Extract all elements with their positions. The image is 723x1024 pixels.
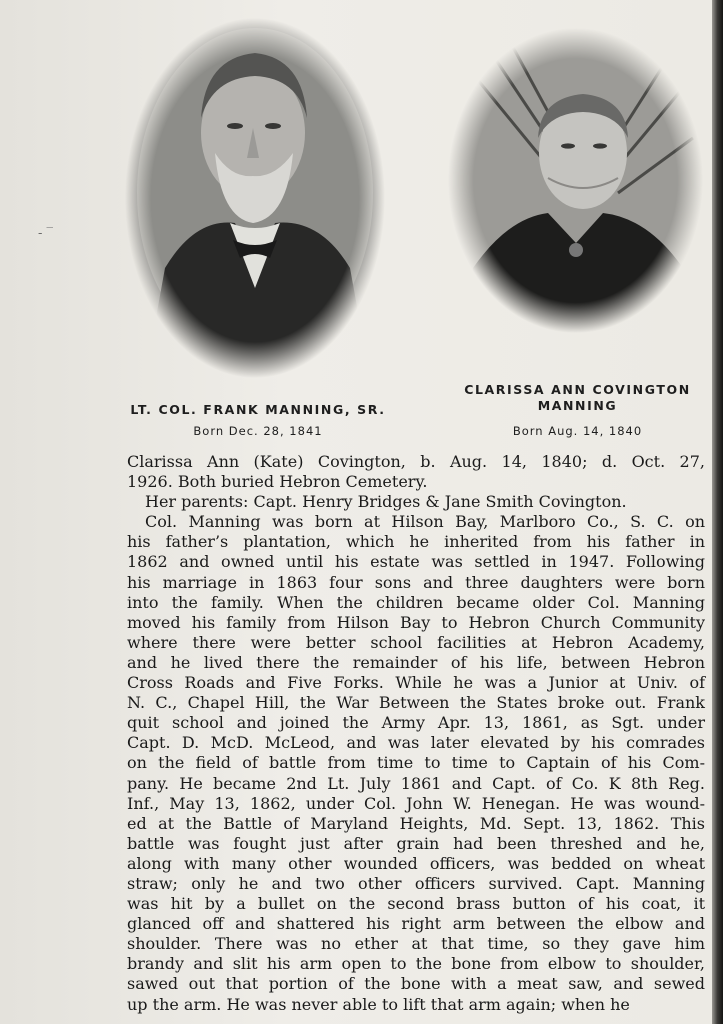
text-line: brandy and slit his arm open to the bone from elbow to shoulder, xyxy=(127,954,705,974)
text-line: where there were better school facilities at Hebron Academy, xyxy=(127,632,705,652)
text-line: 1862 and owned until his estate was settled in 1947. Following xyxy=(127,552,705,572)
text-line: his father’s plantation, which he inherited from his father in xyxy=(127,532,705,552)
text-line: Her parents: Capt. Henry Bridges & Jane Smith Covington. xyxy=(145,492,627,512)
text-line: 1926. Both buried Hebron Cemetery. xyxy=(127,472,428,492)
text-line: his marriage in 1863 four sons and three daughters were born xyxy=(127,572,705,592)
text-line: N. C., Chapel Hill, the War Between the States broke out. Frank xyxy=(127,693,705,713)
text-line: glanced off and shattered his right arm between the elbow and xyxy=(127,914,705,934)
text-line: was hit by a bullet on the second brass button of his coat, it xyxy=(127,894,705,914)
text-line: battle was fought just after grain had been threshed and he, xyxy=(127,833,705,853)
portrait-frank-manning xyxy=(125,18,385,378)
caption-clarissa-line1: CLARISSA ANN COVINGTON xyxy=(464,382,691,397)
text-line: into the family. When the children became older Col. Manning xyxy=(127,592,705,612)
portrait-clarissa-manning xyxy=(448,28,703,333)
text-line: pany. He became 2nd Lt. July 1861 and Capt. of Co. K 8th Reg. xyxy=(127,773,705,793)
text-line: along with many other wounded officers, was bedded on wheat xyxy=(127,853,705,873)
text-line: Col. Manning was born at Hilson Bay, Marlboro Co., S. C. on xyxy=(145,512,705,532)
text-line: moved his family from Hilson Bay to Hebron Church Community xyxy=(127,612,705,632)
text-line: ed at the Battle of Maryland Heights, Md. Sept. 13, 1862. This xyxy=(127,813,705,833)
text-line: sawed out that portion of the bone with a meat saw, and sewed xyxy=(127,974,705,994)
biography-text xyxy=(127,452,705,1015)
text-line: up the arm. He was never able to lift that arm again; when he xyxy=(127,994,630,1014)
text-line: Cross Roads and Five Forks. While he was a Junior at Univ. of xyxy=(127,673,705,693)
text-line: Inf., May 13, 1862, under Col. John W. Henegan. He was wound- xyxy=(127,793,705,813)
margin-mark: - ‾ xyxy=(38,226,54,241)
born-frank-manning: Born Dec. 28, 1841 xyxy=(193,424,323,438)
caption-clarissa-line2: MANNING xyxy=(537,398,618,413)
book-binding-edge xyxy=(712,0,723,1024)
born-clarissa-manning: Born Aug. 14, 1840 xyxy=(512,424,643,438)
text-line: quit school and joined the Army Apr. 13, 1861, as Sgt. under xyxy=(127,713,705,733)
text-line: straw; only he and two other officers survived. Capt. Manning xyxy=(127,873,705,893)
text-line: on the field of battle from time to time to Captain of his Com- xyxy=(127,753,705,773)
text-line: and he lived there the remainder of his life, between Hebron xyxy=(127,652,705,672)
caption-frank-manning: LT. COL. FRANK MANNING, SR. xyxy=(130,402,386,417)
text-line: shoulder. There was no ether at that time, so they gave him xyxy=(127,934,705,954)
text-line: Capt. D. McD. McLeod, and was later elevated by his comrades xyxy=(127,733,705,753)
text-line: Clarissa Ann (Kate) Covington, b. Aug. 14, 1840; d. Oct. 27, xyxy=(127,452,705,471)
